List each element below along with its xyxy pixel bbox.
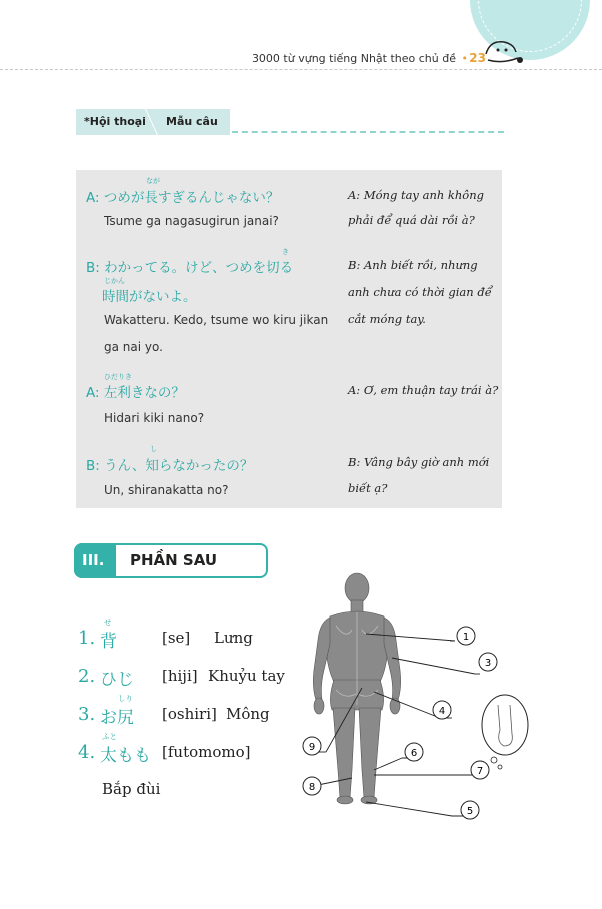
callout-label-9: 9	[308, 742, 316, 753]
vocab-number: 1.	[78, 628, 96, 649]
vocab-number: 4.	[78, 742, 96, 763]
tab-dialogue: *Hội thoại	[84, 115, 146, 128]
dialogue-romaji: Tsume ga nagasugirun janai?	[104, 214, 279, 228]
dialogue-romaji: Hidari kiki nano?	[104, 411, 205, 425]
callout-label-3: 3	[484, 658, 492, 669]
vocab-ruby: せ	[104, 618, 112, 627]
dialogue-jp: A: 左利きなの？	[86, 385, 185, 401]
dialogue-romaji: Wakatteru. Kedo, tsume wo kiru jikan	[104, 313, 329, 327]
heel-sketch	[498, 705, 512, 746]
callout-label-6: 6	[410, 748, 418, 759]
dialogue-vi: biết ạ?	[348, 481, 388, 495]
section-title: PHẦN SAU	[130, 551, 218, 569]
tab-sentence: Mẫu câu	[166, 115, 218, 128]
dialogue-jp: B: うん、知らなかったの？	[86, 458, 254, 474]
vocab-jp: 背	[100, 632, 117, 652]
vocab-meaning: Khuỷu tay	[208, 667, 285, 685]
callout-label-4: 4	[438, 706, 446, 717]
vocab-jp: ひじ	[100, 670, 134, 690]
vocab-meaning: Lưng	[214, 629, 253, 647]
dialogue-vi: A: Móng tay anh không	[348, 188, 484, 202]
dialogue-vi: phải để quá dài rồi à?	[348, 213, 475, 227]
vocab-number: 3.	[78, 704, 96, 725]
vocab-romaji: [hiji]	[162, 667, 198, 685]
callout-label-5: 5	[466, 806, 474, 817]
dialogue-jp: B: わかってる。けど、つめを切る	[86, 260, 294, 276]
callout-label-1: 1	[462, 632, 470, 643]
dialogue-jp: A: つめが長すぎるんじゃない？	[86, 190, 280, 206]
ruby-text: き	[282, 248, 289, 256]
header-divider	[0, 69, 602, 70]
tab-dashed-line	[232, 131, 504, 133]
vocab-number: 2.	[78, 666, 96, 687]
callout-label-8: 8	[308, 782, 316, 793]
running-header-title: 3000 từ vựng tiếng Nhật theo chủ đề	[251, 52, 456, 65]
dialogue-vi: anh chưa có thời gian để	[348, 285, 492, 299]
page-number: 23	[469, 51, 486, 65]
ruby-text: し	[150, 445, 157, 453]
vocab-romaji: [se]	[162, 629, 191, 647]
dialogue-vi: B: Vâng bây giờ anh mới	[348, 455, 490, 469]
vocab-romaji: [oshiri]	[162, 705, 217, 723]
dialogue-jp: 時間がないよ。	[102, 289, 197, 305]
ruby-text: じかん	[104, 277, 125, 285]
vocab-ruby: ふと	[102, 732, 117, 741]
dialogue-vi: A: Ơ, em thuận tay trái à?	[348, 383, 499, 397]
header-separator: •	[461, 52, 468, 65]
heel-thought-bubble	[482, 695, 528, 769]
vocab-meaning: Mông	[226, 705, 270, 723]
section-number: III.	[82, 551, 105, 569]
vocab-jp: お尻	[100, 708, 134, 728]
callout-label-7: 7	[476, 766, 484, 777]
body-back-diagram	[290, 570, 530, 830]
cartoon-face-icon	[480, 34, 526, 66]
vocab-meaning: Bắp đùi	[102, 780, 161, 798]
vocab-jp: 太もも	[100, 746, 151, 766]
vocab-romaji: [futomomo]	[162, 743, 251, 761]
dialogue-vi: B: Anh biết rồi, nhưng	[348, 258, 478, 272]
dialogue-vi: cắt móng tay.	[348, 312, 426, 326]
dialogue-romaji: ga nai yo.	[104, 340, 163, 354]
vocab-ruby: しり	[118, 694, 133, 703]
ruby-text: なが	[146, 177, 160, 185]
ruby-text: ひだりき	[104, 373, 132, 381]
dialogue-romaji: Un, shiranakatta no?	[104, 483, 229, 497]
